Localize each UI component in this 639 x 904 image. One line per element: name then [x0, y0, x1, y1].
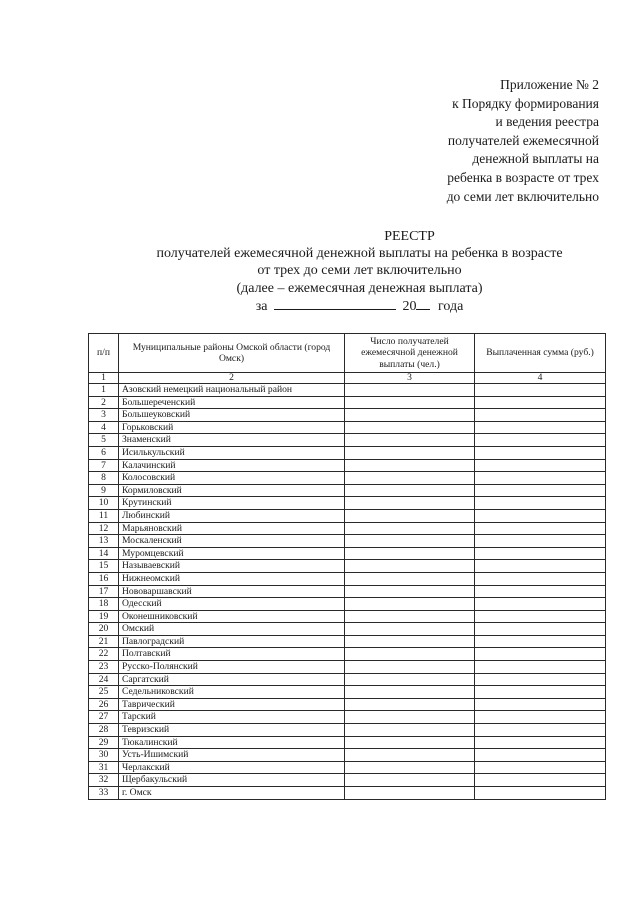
title-line-3: (далее – ежемесячная денежная выплата): [236, 280, 483, 296]
row-index: 28: [89, 724, 119, 737]
row-district-name: Знаменский: [119, 434, 345, 447]
table-row: [89, 761, 606, 774]
row-district-name: г. Омск: [119, 787, 345, 800]
row-recipients-count-cell: [345, 661, 475, 674]
row-index: 19: [89, 610, 119, 623]
row-index: 4: [89, 421, 119, 434]
row-paid-amount-cell: [475, 711, 606, 724]
row-recipients-count-cell: [345, 560, 475, 573]
row-district-name: Нижнеомский: [119, 572, 345, 585]
row-paid-amount-cell: [475, 673, 606, 686]
row-district-name: Кормиловский: [119, 484, 345, 497]
row-district-name: Любинский: [119, 509, 345, 522]
row-recipients-count-cell: [345, 749, 475, 762]
row-paid-amount-cell: [475, 396, 606, 409]
row-recipients-count-cell: [345, 434, 475, 447]
row-recipients-count-cell: [345, 648, 475, 661]
row-index: 11: [89, 509, 119, 522]
row-recipients-count-cell: [345, 711, 475, 724]
row-index: 18: [89, 598, 119, 611]
table-row: [89, 434, 606, 447]
row-recipients-count-cell: [345, 509, 475, 522]
period-line: [0, 297, 639, 315]
row-paid-amount-cell: [475, 635, 606, 648]
table-row: [89, 497, 606, 510]
row-index: 9: [89, 484, 119, 497]
row-paid-amount-cell: [475, 572, 606, 585]
row-district-name: Называевский: [119, 560, 345, 573]
row-index: 1: [89, 384, 119, 397]
row-district-name: Большереченский: [119, 396, 345, 409]
row-district-name: Седельниковский: [119, 686, 345, 699]
row-recipients-count-cell: [345, 484, 475, 497]
table-row: [89, 459, 606, 472]
period-za: за: [255, 298, 268, 314]
row-paid-amount-cell: [475, 761, 606, 774]
row-recipients-count-cell: [345, 585, 475, 598]
table-row: [89, 724, 606, 737]
table-row: [89, 396, 606, 409]
registry-body: [89, 384, 606, 800]
row-district-name: Омский: [119, 623, 345, 636]
table-row: [89, 522, 606, 535]
row-recipients-count-cell: [345, 384, 475, 397]
row-district-name: Оконешниковский: [119, 610, 345, 623]
row-district-name: Большеуковский: [119, 409, 345, 422]
appendix-line: ребенка в возрасте от трех: [447, 169, 599, 185]
row-index: 15: [89, 560, 119, 573]
table-row: [89, 572, 606, 585]
header-recipients-count: Число получателей ежемесячной денежной выплаты (чел.): [345, 334, 475, 373]
row-district-name: Полтавский: [119, 648, 345, 661]
row-district-name: Азовский немецкий национальный район: [119, 384, 345, 397]
table-row: [89, 560, 606, 573]
row-index: 33: [89, 787, 119, 800]
row-paid-amount-cell: [475, 585, 606, 598]
row-district-name: Таврический: [119, 698, 345, 711]
header-index: п/п: [89, 334, 119, 373]
row-paid-amount-cell: [475, 610, 606, 623]
appendix-line: до семи лет включительно: [446, 188, 599, 204]
column-number: 4: [475, 373, 606, 384]
period-blank-field: [274, 297, 396, 310]
row-index: 17: [89, 585, 119, 598]
row-recipients-count-cell: [345, 472, 475, 485]
year-prefix: 20: [402, 298, 417, 314]
row-index: 16: [89, 572, 119, 585]
row-index: 29: [89, 736, 119, 749]
row-paid-amount-cell: [475, 509, 606, 522]
row-paid-amount-cell: [475, 484, 606, 497]
row-recipients-count-cell: [345, 409, 475, 422]
row-recipients-count-cell: [345, 522, 475, 535]
appendix-line: денежной выплаты на: [472, 151, 599, 167]
row-index: 23: [89, 661, 119, 674]
row-recipients-count-cell: [345, 686, 475, 699]
row-paid-amount-cell: [475, 598, 606, 611]
table-row: [89, 535, 606, 548]
row-district-name: Марьяновский: [119, 522, 345, 535]
row-recipients-count-cell: [345, 535, 475, 548]
row-district-name: Тарский: [119, 711, 345, 724]
table-row: [89, 635, 606, 648]
table-row: [89, 472, 606, 485]
row-district-name: Усть-Ишимский: [119, 749, 345, 762]
row-district-name: Русско-Полянский: [119, 661, 345, 674]
row-recipients-count-cell: [345, 446, 475, 459]
header-paid-amount: Выплаченная сумма (руб.): [475, 334, 606, 373]
row-index: 8: [89, 472, 119, 485]
row-index: 6: [89, 446, 119, 459]
row-paid-amount-cell: [475, 446, 606, 459]
row-index: 3: [89, 409, 119, 422]
table-row: [89, 698, 606, 711]
table-row: [89, 736, 606, 749]
row-index: 27: [89, 711, 119, 724]
row-index: 31: [89, 761, 119, 774]
appendix-line: и ведения реестра: [495, 114, 599, 130]
row-paid-amount-cell: [475, 384, 606, 397]
appendix-line: Приложение № 2: [500, 77, 599, 92]
year-suffix: года: [437, 298, 464, 314]
row-paid-amount-cell: [475, 749, 606, 762]
row-recipients-count-cell: [345, 761, 475, 774]
row-paid-amount-cell: [475, 421, 606, 434]
table-row: [89, 598, 606, 611]
row-paid-amount-cell: [475, 774, 606, 787]
row-recipients-count-cell: [345, 774, 475, 787]
row-district-name: Одесский: [119, 598, 345, 611]
table-row: [89, 484, 606, 497]
column-number: 1: [89, 373, 119, 384]
row-index: 25: [89, 686, 119, 699]
header-district: Муниципальные районы Омской области (город Омск): [119, 334, 345, 373]
row-paid-amount-cell: [475, 459, 606, 472]
registry-table: [88, 333, 606, 800]
row-paid-amount-cell: [475, 522, 606, 535]
row-paid-amount-cell: [475, 497, 606, 510]
table-row: [89, 787, 606, 800]
row-recipients-count-cell: [345, 623, 475, 636]
row-paid-amount-cell: [475, 547, 606, 560]
row-paid-amount-cell: [475, 560, 606, 573]
table-row: [89, 749, 606, 762]
row-paid-amount-cell: [475, 736, 606, 749]
table-row: [89, 547, 606, 560]
row-paid-amount-cell: [475, 648, 606, 661]
column-number: 2: [119, 373, 345, 384]
row-district-name: Калачинский: [119, 459, 345, 472]
row-recipients-count-cell: [345, 724, 475, 737]
row-paid-amount-cell: [475, 409, 606, 422]
row-district-name: Москаленский: [119, 535, 345, 548]
row-recipients-count-cell: [345, 736, 475, 749]
table-row: [89, 409, 606, 422]
row-index: 22: [89, 648, 119, 661]
row-recipients-count-cell: [345, 459, 475, 472]
row-index: 30: [89, 749, 119, 762]
row-index: 7: [89, 459, 119, 472]
row-paid-amount-cell: [475, 661, 606, 674]
row-index: 20: [89, 623, 119, 636]
row-paid-amount-cell: [475, 434, 606, 447]
table-row: [89, 774, 606, 787]
table-row: [89, 711, 606, 724]
row-district-name: Исилькульский: [119, 446, 345, 459]
table-row: [89, 509, 606, 522]
row-index: 32: [89, 774, 119, 787]
row-district-name: Колосовский: [119, 472, 345, 485]
row-recipients-count-cell: [345, 547, 475, 560]
column-number-row: [89, 373, 606, 384]
row-district-name: Щербакульский: [119, 774, 345, 787]
table-header-row: [89, 334, 606, 373]
row-recipients-count-cell: [345, 787, 475, 800]
table-row: [89, 686, 606, 699]
row-index: 10: [89, 497, 119, 510]
row-district-name: Черлакский: [119, 761, 345, 774]
row-recipients-count-cell: [345, 572, 475, 585]
row-recipients-count-cell: [345, 698, 475, 711]
appendix-header: [339, 76, 599, 206]
row-index: 5: [89, 434, 119, 447]
table-row: [89, 384, 606, 397]
table-row: [89, 610, 606, 623]
row-recipients-count-cell: [345, 610, 475, 623]
row-paid-amount-cell: [475, 698, 606, 711]
table-row: [89, 648, 606, 661]
row-index: 14: [89, 547, 119, 560]
row-district-name: Горьковский: [119, 421, 345, 434]
row-recipients-count-cell: [345, 497, 475, 510]
row-district-name: Саргатский: [119, 673, 345, 686]
row-district-name: Муромцевский: [119, 547, 345, 560]
row-paid-amount-cell: [475, 472, 606, 485]
appendix-line: к Порядку формирования: [452, 95, 599, 111]
table-row: [89, 623, 606, 636]
row-district-name: Нововаршавский: [119, 585, 345, 598]
row-paid-amount-cell: [475, 535, 606, 548]
row-index: 21: [89, 635, 119, 648]
title-line-2: от трех до семи лет включительно: [257, 263, 462, 279]
column-number: 3: [345, 373, 475, 384]
row-index: 12: [89, 522, 119, 535]
row-index: 2: [89, 396, 119, 409]
document-title-block: [0, 228, 639, 315]
row-recipients-count-cell: [345, 421, 475, 434]
table-row: [89, 421, 606, 434]
row-index: 24: [89, 673, 119, 686]
table-row: [89, 446, 606, 459]
row-recipients-count-cell: [345, 598, 475, 611]
row-index: 26: [89, 698, 119, 711]
table-row: [89, 585, 606, 598]
row-recipients-count-cell: [345, 673, 475, 686]
row-district-name: Павлоградский: [119, 635, 345, 648]
row-recipients-count-cell: [345, 396, 475, 409]
table-row: [89, 673, 606, 686]
year-blank-field: [416, 297, 430, 310]
row-recipients-count-cell: [345, 635, 475, 648]
row-district-name: Тюкалинский: [119, 736, 345, 749]
row-district-name: Крутинский: [119, 497, 345, 510]
row-paid-amount-cell: [475, 686, 606, 699]
row-paid-amount-cell: [475, 623, 606, 636]
row-district-name: Тевризский: [119, 724, 345, 737]
row-index: 13: [89, 535, 119, 548]
table-row: [89, 661, 606, 674]
row-paid-amount-cell: [475, 787, 606, 800]
appendix-line: получателей ежемесячной: [447, 132, 599, 148]
document-title: РЕЕСТР: [384, 229, 435, 244]
title-line-1: получателей ежемесячной денежной выплаты на ребенка в возрасте: [156, 246, 563, 262]
row-paid-amount-cell: [475, 724, 606, 737]
